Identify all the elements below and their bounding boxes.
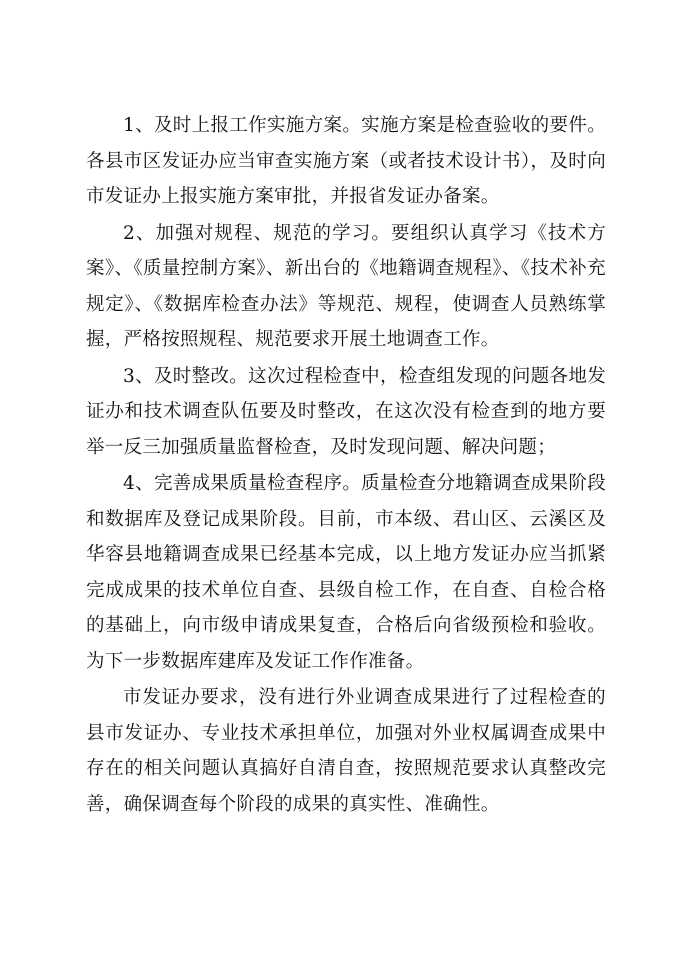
paragraph-item-4: 4、完善成果质量检查程序。质量检查分地籍调查成果阶段和数据库及登记成果阶段。目前，市本级、君山区、云溪区及华容县地籍调查成果已经基本完成，以上地方发证办应当抓紧完成成果的技术单位自查、县级自检工作，在自查、自检合格的基础上，向市级申请成果复查，合格后向省级预检和验收。为下一步数据库建库及发证工作作准备。 — [86, 473, 606, 672]
document-page — [86, 108, 606, 823]
paragraph-item-1: 1、及时上报工作实施方案。实施方案是检查验收的要件。各县市区发证办应当审查实施方案（或者技术设计书），及时向市发证办上报实施方案审批，并报省发证办备案。 — [86, 115, 606, 207]
paragraph-item-3: 3、及时整改。这次过程检查中，检查组发现的问题各地发证办和技术调查队伍要及时整改，在这次没有检查到的地方要举一反三加强质量监督检查，及时发现问题、解决问题； — [86, 365, 606, 458]
paragraph-item-5: 市发证办要求，没有进行外业调查成果进行了过程检查的县市发证办、专业技术承担单位，加强对外业权属调查成果中存在的相关问题认真搞好自清自查，按照规范要求认真整改完善，确保调查每个阶段的成果的真实性、准确性。 — [86, 687, 606, 815]
paragraph-item-2: 2、加强对规程、规范的学习。要组织认真学习《技术方案》、《质量控制方案》、新出台的《地籍调查规程》、《技术补充规定》、《数据库检查办法》等规范、规程，使调查人员熟练掌握，严格按照规程、规范要求开展土地调查工作。 — [86, 222, 606, 350]
